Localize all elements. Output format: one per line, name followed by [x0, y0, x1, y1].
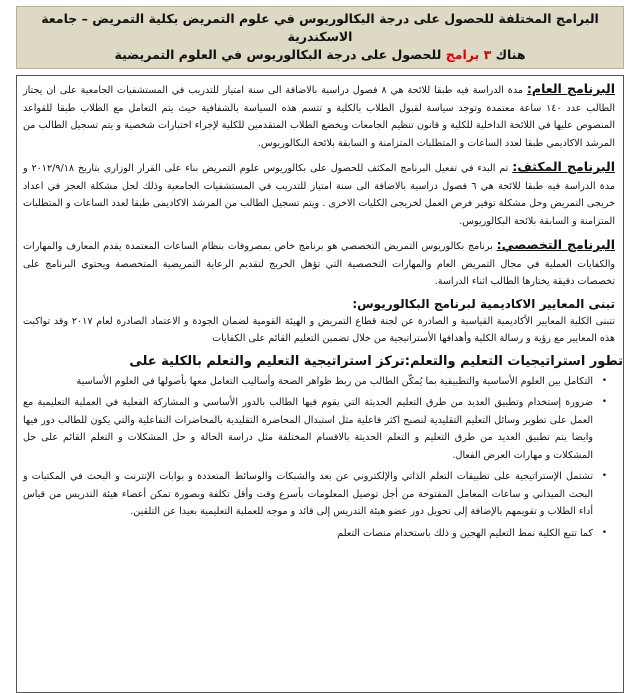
general-program-paragraph	[23, 80, 615, 152]
title-line2-prefix: هناك	[495, 47, 526, 62]
list-item-text: كما تتبع الكلية نمط التعليم الهجين و ذلك باستخدام منصات التعلم	[337, 527, 593, 539]
intensive-program-text: تم البدء في تفعيل البرنامج المكثف للحصول على بكالوريوس علوم التمريض بناء على القرار الوزارى بتاريخ ٢٠١٢/٩/١٨ و مدة الدراسة فيه طبقا للائحة هي ٦ فصول دراسية بالاضافة الى سنة امتياز للتدريب في المستشفيات الجامعية وذلك لحل مشكلة العجز في اعداد خريجى التمريض وحل مشكلة توفير فرص العمل لخريجى الكليات الاخرى . ويتم تسجيل الطالب من المرشد الاكاديمى طبقا لعدد الساعات و المتطلبات المتزامنة و السابقة بلائحة البكالوريوس.	[23, 163, 616, 227]
specialized-program-text: برنامج بكالوريوس التمريض التخصصي هو برنامج خاص بمصروفات بنظام الساعات المعتمدة يقدم المعارف والمهارات والكفايات العملية في مجال التمريض العام والمهارات التخصصية التي تؤهل الخريج لتقديم الرعاية التمريضية المتخصصة ويحتوي البرنامج على تخصصات دقيقة يختارها الطالب اثناء الدراسة.	[23, 241, 615, 287]
specialized-program-paragraph	[23, 236, 615, 291]
list-item-text: ضرورة إستخدام وتطبيق العديد من طرق التعليم الحديثة التي يقوم فيها الطالب بالدور الأساسي و المشاركة الفعلية في العملية التعليمية مع العمل على تطوير وسائل التعليم التقليدية لتصبح اكثر فاعلية مثل استبدال المحاضرة التقليدية بالمحاضرات التفاعلية والتي يكون للطالب دور فيها وايضا يتم تطبيق العديد من طرق التعليم و التعلم الحديثة بالاقسام المختلفة مثل دراسة الحالة و حل المشكلات و التعلم القائم على حل المشكلات و مهارات العرض الفعال.	[23, 397, 593, 461]
strategies-heading: تطور استراتيجيات التعليم والتعلم:تركز استراتيجية التعليم والتعلم بالكلية على	[129, 353, 623, 369]
list-item	[23, 468, 607, 521]
list-item-text: التكامل بين العلوم الأساسية والتطبيقية بما يُمكّن الطالب من ربط ظواهر الصحة وأساليب التعامل معها بأصولها في العلوم الأساسية	[76, 375, 593, 387]
general-program-heading: البرنامج العام:	[526, 81, 615, 96]
bullet-icon: •	[601, 397, 607, 407]
bullet-icon: •	[601, 527, 607, 538]
list-item	[23, 525, 607, 543]
title-line2-suffix: للحصول على درجة البكالوريوس في العلوم التمريضية	[114, 47, 442, 62]
program-count: ٣ برامج	[445, 47, 492, 62]
standards-text: تتبنى الكلية المعايير الأكاديمية القياسية و الصادرة عن لجنة قطاع التمريض و الهيئة القومية لضمان الجودة و الاعتماد الصادرة لعام ٢٠١٧ وقد تواكبت هذه المعايير مع رؤية و رسالة الكلية وأهدافها الأستراتيجية من خلال تضمين التعليم القائم على الكفايات	[23, 315, 616, 344]
list-item	[23, 394, 607, 464]
intensive-program-paragraph	[23, 158, 615, 230]
title-line2	[23, 46, 617, 64]
general-program-text: مدة الدراسة فيه طبقا للائحة هي ٨ فصول دراسية بالاضافة الى سنة امتياز للتدريب في المستشفيات الجامعية على ان يجتاز الطالب عدد ١٤٠ ساعة معتمدة وتوجد سياسة لقبول الطلاب بالكلية و تتسم هذه السياسة بالشفافية حيث يتم التعامل مع الطلاب طبقا للقواعد المنصوص عليها في اللائحة الداخلية للكلية و قانون تنظيم الجامعات ويخضع الطلاب المتقدمين للكلية لإجراء اختبارات شخصية و يتم تسجيل الطالب من المرشد الاكاديمي طبقا لعدد الساعات و المتطلبات المتزامنة و السابقة بلائحة البكالوريوس.	[23, 85, 615, 149]
list-item	[23, 373, 607, 391]
specialized-program-heading: البرنامج التخصصي:	[496, 237, 615, 252]
intensive-program-heading: البرنامج المكثف:	[512, 159, 615, 174]
strategies-list	[23, 373, 615, 543]
standards-heading: تبنى المعايير الاكاديمية لبرنامج البكالوريوس:	[352, 296, 615, 311]
bullet-icon: •	[601, 471, 607, 481]
title-line1: البرامج المختلفة للحصول على درجة البكالوريوس في علوم التمريض بكلية التمريض – جامعة الاسكندرية	[41, 11, 599, 44]
bullet-icon: •	[601, 375, 607, 386]
list-item-text: تشتمل الإستراتيجية على تطبيقات التعلم الذاتي والإلكتروني عن بعد والشبكات والوسائط المتعددة و بوابات الإنترنت و البحث في المكتبات و البحث الميداني و ساعات المعامل المفتوحة من أجل توصيل المعلومات بأسرع وقت وأقل تكلفة وبصورة تمكن أعضاء هيئة التدريس من قياس أداء الطلاب و تقويمهم بالإضافة إلى تحويل دور عضو هيئة التدريس إلى قائد و موجه للعملية التعليمية بعيدا عن التلقين.	[23, 471, 593, 517]
title-banner	[16, 6, 624, 69]
content-box	[16, 75, 624, 693]
